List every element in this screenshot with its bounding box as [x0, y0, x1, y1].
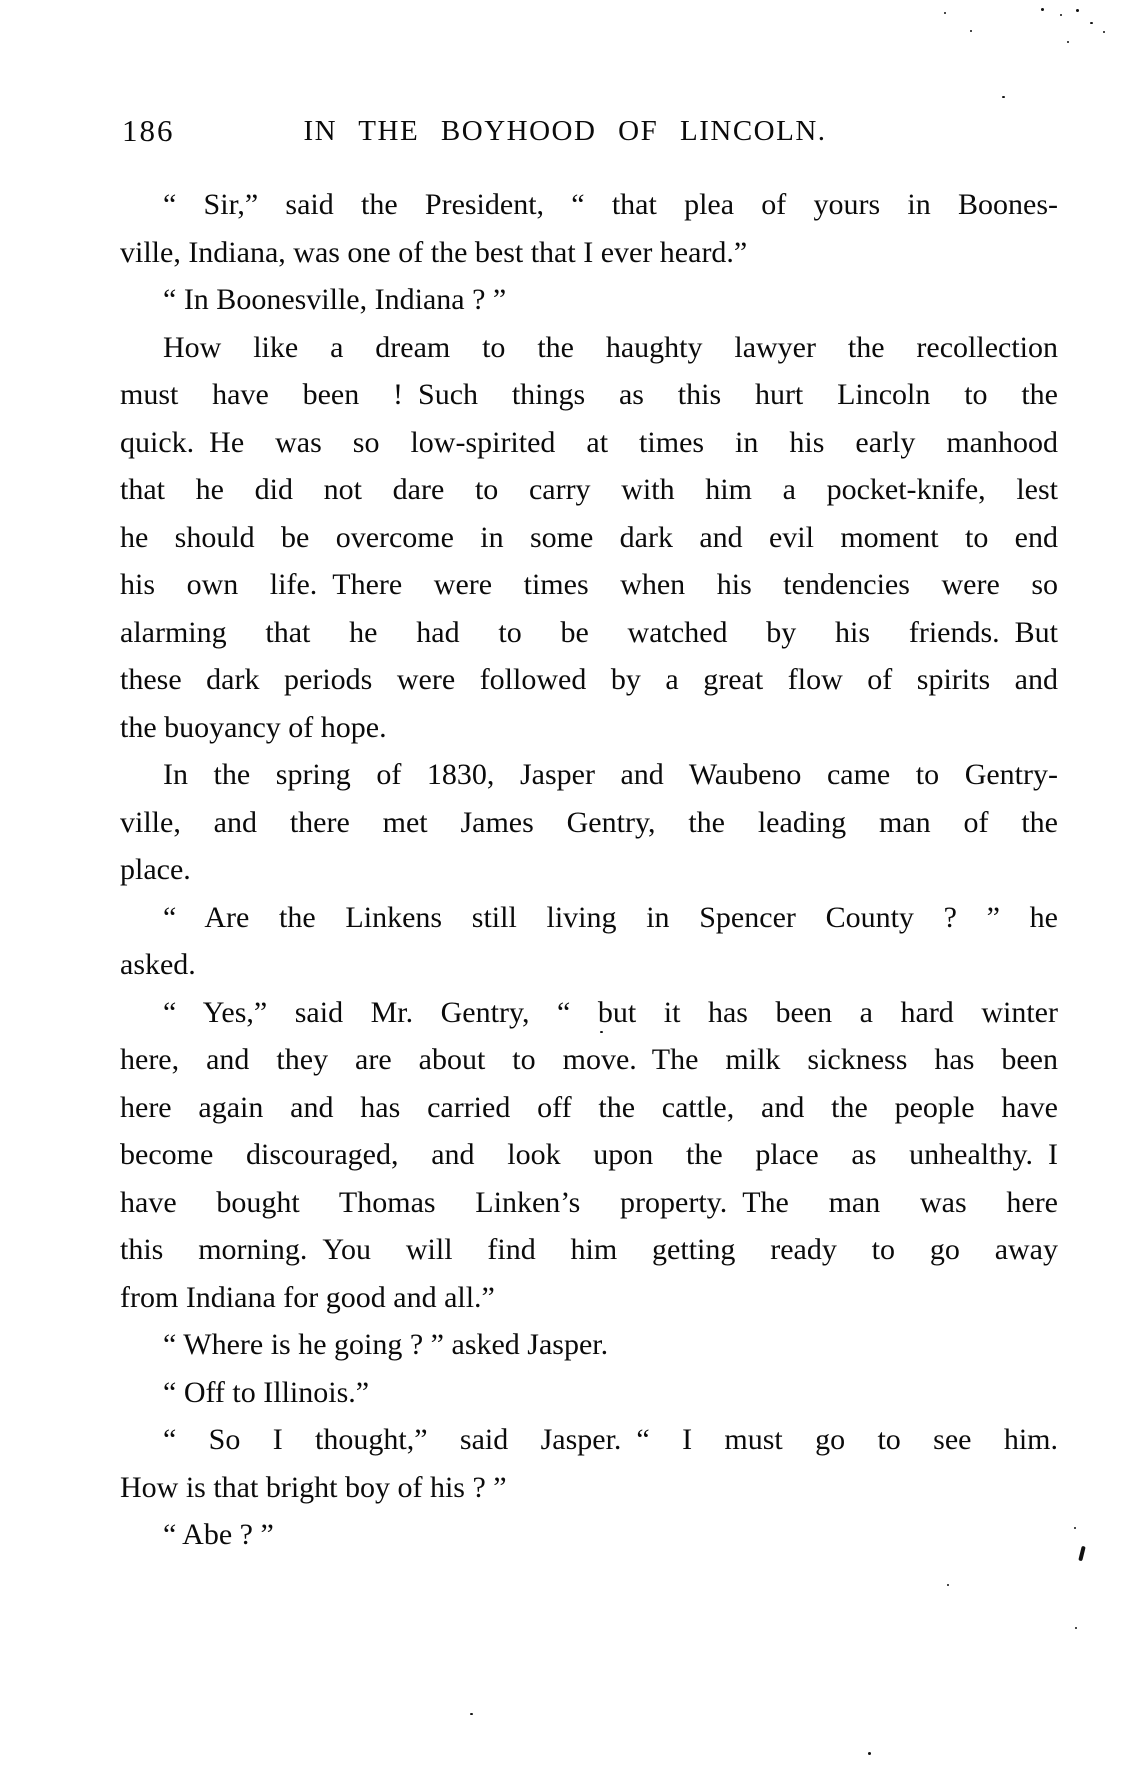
text-line: these dark periods were followed by a great flow of spirits and: [120, 663, 1058, 696]
text-line: “ Yes,” said Mr. Gentry, “ but it has been a hard winter: [163, 995, 1058, 1029]
text-line: How like a dream to the haughty lawyer the recollection: [163, 330, 1058, 364]
paragraph: [120, 181, 1058, 276]
paragraph: [120, 324, 1058, 752]
scan-ink-mark: [1078, 1546, 1086, 1562]
text-line: must have been ! Such things as this hurt Lincoln to the: [120, 378, 1058, 411]
text-line: How is that bright boy of his ? ”: [120, 1470, 507, 1504]
scan-speck: [868, 1752, 871, 1755]
paragraph: [120, 894, 1058, 989]
text-line: the buoyancy of hope.: [120, 710, 387, 744]
paragraph: [120, 1416, 1058, 1511]
scan-speck: [1041, 8, 1044, 11]
text-line: have bought Thomas Linken’s property. The man was here: [120, 1185, 1058, 1219]
text-line: his own life. There were times when his tendencies were so: [120, 568, 1058, 601]
text-line: place.: [120, 853, 191, 886]
scan-speck: [1060, 14, 1062, 16]
scan-speck: [947, 1584, 949, 1586]
text-line: “ Where is he going ? ” asked Jasper.: [163, 1328, 609, 1361]
scan-speck: [1075, 1627, 1077, 1629]
scan-speck: [1002, 96, 1005, 98]
paragraph: [120, 751, 1058, 894]
text-line: alarming that he had to be watched by his friends. But: [120, 615, 1058, 649]
running-header: IN THE BOYHOOD OF LINCOLN.: [303, 115, 827, 147]
text-line: “ Sir,” said the President, “ that plea of yours in Boones-: [163, 188, 1058, 221]
scan-speck: [1067, 41, 1069, 43]
text-line: “ Are the Linkens still living in Spencer County ? ” he: [163, 900, 1058, 934]
page-number: 186: [122, 113, 175, 148]
scan-speck: [970, 30, 972, 32]
text-line: from Indiana for good and all.”: [120, 1280, 495, 1314]
text-line: ville, and there met James Gentry, the leading man of the: [120, 805, 1058, 839]
text-line: In the spring of 1830, Jasper and Waubeno came to Gentry-: [163, 758, 1058, 791]
text-line: here again and has carried off the cattle, and the people have: [120, 1090, 1058, 1124]
text-line: here, and they are about to move. The milk sickness has been: [120, 1043, 1058, 1076]
paragraph: [120, 1321, 1058, 1369]
paragraph: [120, 1369, 1058, 1417]
text-block: [120, 181, 1058, 1559]
scan-speck: [1103, 31, 1105, 33]
text-line: asked.: [120, 948, 196, 981]
scan-speck: [1074, 1527, 1076, 1529]
text-line: “ In Boonesville, Indiana ? ”: [163, 283, 507, 316]
text-line: ville, Indiana, was one of the best that I ever heard.”: [120, 235, 748, 269]
scan-speck: [1076, 9, 1079, 12]
text-line: that he did not dare to carry with him a pocket-knife, lest: [120, 473, 1058, 506]
text-line: he should be overcome in some dark and evil moment to end: [120, 520, 1058, 554]
text-line: become discouraged, and look upon the place as unhealthy. I: [120, 1138, 1058, 1171]
text-line: “ Abe ? ”: [163, 1518, 274, 1551]
scan-speck: [600, 1031, 603, 1033]
text-line: “ Off to Illinois.”: [163, 1375, 370, 1409]
scan-speck: [470, 1713, 473, 1715]
scan-speck: [1090, 22, 1093, 24]
text-line: this morning. You will find him getting ready to go away: [120, 1233, 1058, 1266]
text-line: quick. He was so low-spirited at times in his early manhood: [120, 425, 1058, 459]
paragraph: [120, 1511, 1058, 1559]
text-line: “ So I thought,” said Jasper. “ I must go to see him.: [163, 1423, 1058, 1456]
paragraph: [120, 276, 1058, 324]
scan-speck: [944, 12, 946, 14]
paragraph: [120, 989, 1058, 1322]
